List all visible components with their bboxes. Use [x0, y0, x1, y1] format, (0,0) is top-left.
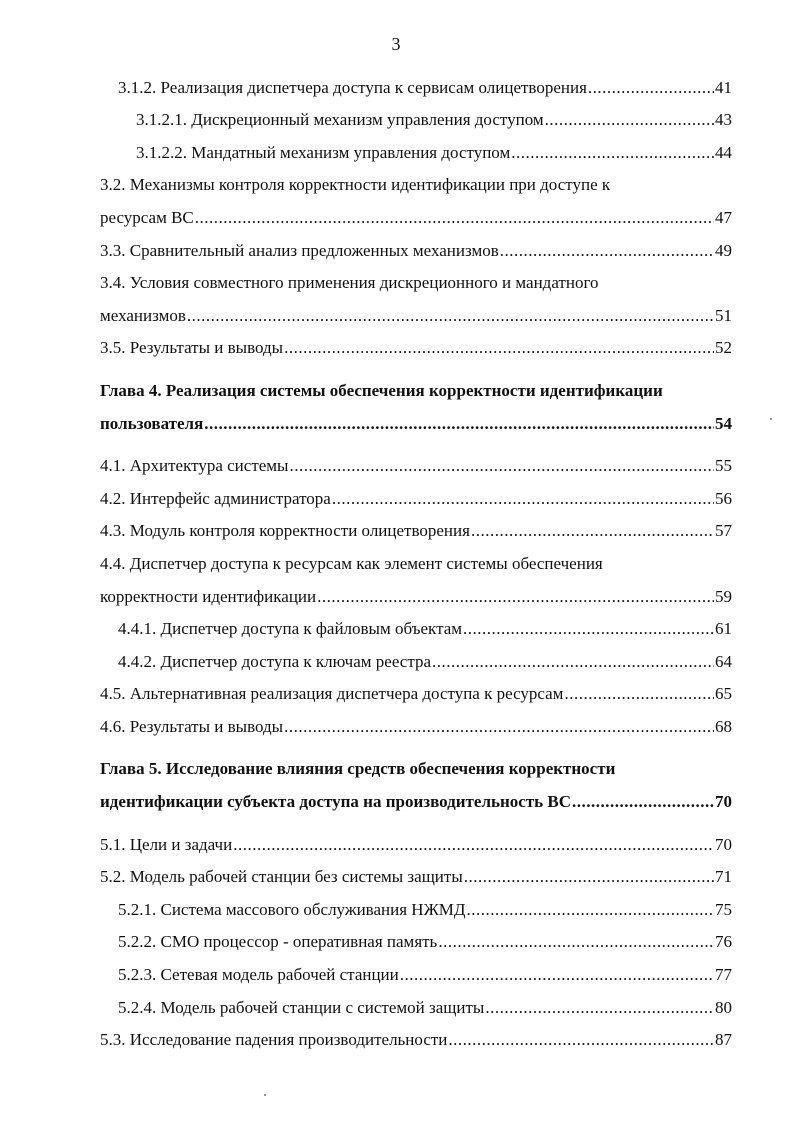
toc-entry [100, 479, 732, 512]
toc-entry-title: 4.2. Интерфейс администратора [100, 488, 331, 508]
toc-entry-page: 51 [715, 305, 732, 325]
toc-leader-dots [204, 414, 714, 434]
toc-chapter-title: Глава 5. Исследование влияния средств обеспечения корректности [100, 759, 616, 779]
toc-entry-page: 52 [715, 338, 732, 358]
toc-entry-title: 4.3. Модуль контроля корректности олицетворения [100, 521, 470, 541]
toc-leader-dots [467, 900, 714, 920]
toc-entry-page: 44 [715, 142, 732, 162]
toc-entry-title: 3.2. Механизмы контроля корректности идентификации при доступе к [100, 175, 611, 195]
toc-entry-title: 3.4. Условия совместного применения дискреционного и мандатного [100, 273, 599, 293]
toc-entry [100, 642, 732, 675]
toc-entry-title: ресурсам ВС [100, 207, 194, 227]
toc-entry [100, 858, 732, 891]
toc-entry-title: 5.2. Модель рабочей станции без системы защиты [100, 867, 463, 887]
toc-leader-dots [471, 521, 714, 541]
toc-leader-dots [438, 932, 714, 952]
toc-entry-page: 68 [715, 716, 732, 736]
toc-entry [100, 1021, 732, 1054]
toc-entry-page: 70 [715, 834, 732, 854]
toc-leader-dots [464, 867, 714, 887]
toc-leader-dots [284, 717, 714, 737]
table-of-contents [100, 68, 732, 1053]
toc-entry [100, 707, 732, 740]
scan-speck [770, 418, 772, 420]
toc-entry-page: 55 [715, 456, 732, 476]
toc-entry-title: 5.3. Исследование падения производительности [100, 1030, 448, 1050]
toc-leader-dots [317, 587, 714, 607]
toc-entry [100, 825, 732, 858]
toc-entry [100, 577, 732, 610]
toc-leader-dots [588, 78, 714, 98]
toc-entry [100, 133, 732, 166]
toc-entry [100, 988, 732, 1021]
toc-entry-title: 4.5. Альтернативная реализация диспетчера доступа к ресурсам [100, 684, 564, 704]
toc-entry-line [100, 166, 732, 199]
toc-chapter-line [100, 750, 732, 783]
toc-entry-page: 64 [715, 651, 732, 671]
toc-chapter-title: идентификации субъекта доступа на производительность ВС [100, 792, 572, 812]
toc-leader-dots [500, 241, 714, 261]
toc-entry [100, 198, 732, 231]
toc-chapter-page: 54 [715, 413, 732, 433]
scan-speck [264, 1094, 266, 1096]
toc-leader-dots [545, 110, 714, 130]
toc-entry [100, 890, 732, 923]
toc-chapter-line [100, 371, 732, 404]
toc-entry-title: 3.3. Сравнительный анализ предложенных механизмов [100, 240, 499, 260]
toc-entry-title: 5.2.2. СМО процессор - оперативная память [118, 932, 438, 952]
toc-entry-page: 41 [715, 77, 732, 97]
toc-entry-page: 77 [715, 965, 732, 985]
page-number: 3 [391, 34, 401, 54]
toc-leader-dots [195, 208, 714, 228]
toc-leader-dots [284, 338, 714, 358]
toc-entry [100, 101, 732, 134]
toc-entry-title: 5.2.3. Сетевая модель рабочей станции [118, 965, 399, 985]
toc-entry-title: 3.1.2.2. Мандатный механизм управления доступом [136, 142, 511, 162]
toc-entry-page: 49 [715, 240, 732, 260]
toc-entry-title: 5.1. Цели и задачи [100, 834, 233, 854]
toc-entry [100, 955, 732, 988]
toc-leader-dots [448, 1030, 714, 1050]
toc-entry-title: 4.4.1. Диспетчер доступа к файловым объектам [118, 619, 463, 639]
toc-entry [100, 675, 732, 708]
toc-chapter-title: Глава 4. Реализация системы обеспечения корректности идентификации [100, 380, 663, 400]
toc-entry-line [100, 264, 732, 297]
toc-leader-dots [233, 835, 714, 855]
toc-entry-page: 61 [715, 619, 732, 639]
toc-entry-page: 57 [715, 521, 732, 541]
toc-entry-page: 43 [715, 110, 732, 130]
toc-entry [100, 447, 732, 480]
toc-entry-page: 56 [715, 488, 732, 508]
toc-chapter [100, 404, 732, 437]
toc-leader-dots [564, 684, 714, 704]
toc-leader-dots [485, 998, 714, 1018]
toc-leader-dots [289, 456, 714, 476]
toc-entry-title: 3.5. Результаты и выводы [100, 338, 284, 358]
toc-entry-page: 80 [715, 997, 732, 1017]
toc-leader-dots [572, 792, 714, 812]
toc-entry-title: 4.4. Диспетчер доступа к ресурсам как элемент системы обеспечения [100, 553, 603, 573]
toc-entry [100, 296, 732, 329]
toc-chapter [100, 782, 732, 815]
toc-chapter-page: 70 [715, 792, 732, 812]
toc-entry-title: механизмов [100, 305, 186, 325]
toc-entry-title: 4.1. Архитектура системы [100, 456, 289, 476]
toc-entry-page: 47 [715, 207, 732, 227]
toc-leader-dots [432, 652, 714, 672]
toc-leader-dots [463, 619, 714, 639]
toc-entry-title: 5.2.4. Модель рабочей станции с системой защиты [118, 997, 485, 1017]
toc-entry [100, 68, 732, 101]
toc-entry [100, 923, 732, 956]
toc-entry-page: 65 [715, 684, 732, 704]
toc-entry-page: 71 [715, 867, 732, 887]
toc-entry-line [100, 544, 732, 577]
toc-entry-title: 4.6. Результаты и выводы [100, 716, 284, 736]
toc-entry [100, 610, 732, 643]
toc-entry-title: 3.1.2.1. Дискреционный механизм управления доступом [136, 110, 544, 130]
toc-leader-dots [400, 965, 714, 985]
toc-entry-title: 4.4.2. Диспетчер доступа к ключам реестра [118, 651, 432, 671]
toc-chapter-title: пользователя [100, 413, 204, 433]
toc-entry-page: 75 [715, 899, 732, 919]
toc-entry [100, 231, 732, 264]
toc-entry [100, 329, 732, 362]
toc-entry-page: 87 [715, 1030, 732, 1050]
toc-entry [100, 512, 732, 545]
toc-leader-dots [332, 489, 714, 509]
toc-entry-page: 76 [715, 932, 732, 952]
toc-leader-dots [511, 143, 714, 163]
toc-entry-page: 59 [715, 586, 732, 606]
toc-entry-title: корректности идентификации [100, 586, 317, 606]
toc-leader-dots [187, 306, 714, 326]
toc-entry-title: 3.1.2. Реализация диспетчера доступа к сервисам олицетворения [118, 77, 587, 97]
toc-entry-title: 5.2.1. Система массового обслуживания НЖМД [118, 899, 466, 919]
